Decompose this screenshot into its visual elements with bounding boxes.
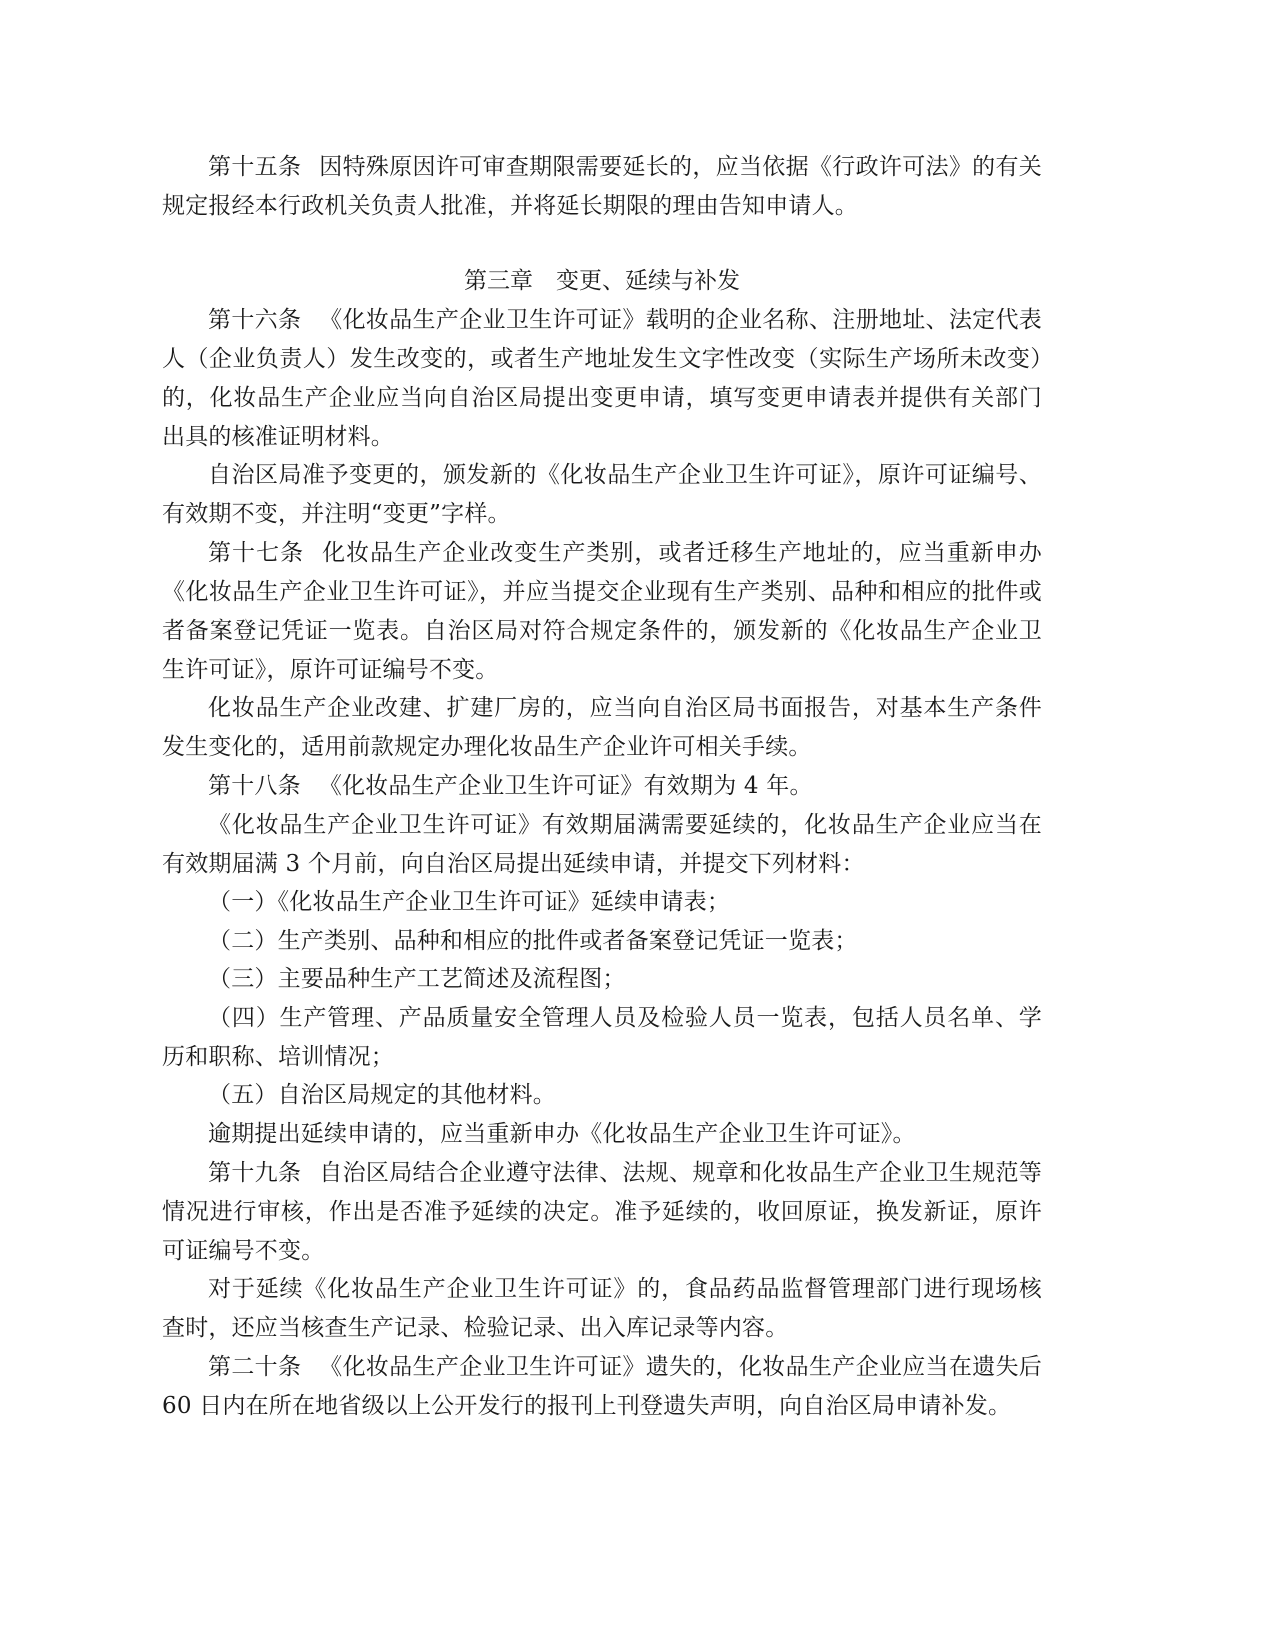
article-18-paragraph-3: 逾期提出延续申请的，应当重新申办《化妆品生产企业卫生许可证》。 [208,1121,916,1147]
article-text: 《化妆品生产企业卫生许可证》有效期为 4 年。 [318,773,813,799]
list-item-2: （二）生产类别、品种和相应的批件或者备案登记凭证一览表； [208,928,858,954]
list-item-5: （五）自治区局规定的其他材料。 [208,1082,556,1108]
article-number: 第十六条 [208,307,302,333]
article-18 [162,767,1042,806]
article-number: 第十五条 [208,154,302,180]
article-text: 《化妆品生产企业卫生许可证》遗失的，化妆品生产企业应当在遗失后 60 日内在所在地省级以上公开发行的报刊上刊登遗失声明，向自治区局申请补发。 [162,1354,1042,1419]
article-17 [162,534,1042,690]
chapter-heading: 第三章 变更、延续与补发 [464,268,740,294]
list-item-1: （一）《化妆品生产企业卫生许可证》延续申请表； [208,889,731,915]
article-text: 化妆品生产企业改变生产类别，或者迁移生产地址的，应当重新申办《化妆品生产企业卫生许可证》，并应当提交企业现有生产类别、品种和相应的批件或者备案登记凭证一览表。自治区局对符合规定条件的，颁发新的《化妆品生产企业卫生许可证》，原许可证编号不变。 [162,540,1043,683]
article-text: 自治区局结合企业遵守法律、法规、规章和化妆品生产企业卫生规范等情况进行审核，作出是否准予延续的决定。准予延续的，收回原证，换发新证，原许可证编号不变。 [162,1160,1042,1264]
article-number: 第十八条 [208,773,301,799]
article-19-paragraph-2: 对于延续《化妆品生产企业卫生许可证》的，食品药品监督管理部门进行现场核查时，还应当核查生产记录、检验记录、出入库记录等内容。 [162,1276,1042,1341]
article-text: 《化妆品生产企业卫生许可证》载明的企业名称、注册地址、法定代表人（企业负责人）发生改变的，或者生产地址发生文字性改变（实际生产场所未改变）的，化妆品生产企业应当向自治区局提出变更申请，填写变更申请表并提供有关部门出具的核准证明材料。 [162,307,1042,450]
article-19 [162,1154,1042,1271]
article-number: 第十九条 [208,1160,302,1186]
article-16-paragraph-2: 自治区局准予变更的，颁发新的《化妆品生产企业卫生许可证》，原许可证编号、有效期不变，并注明“变更”字样。 [162,462,1042,527]
list-item-4: （四）生产管理、产品质量安全管理人员及检验人员一览表，包括人员名单、学历和职称、培训情况； [162,1005,1042,1070]
article-20 [162,1348,1042,1426]
article-number: 第十七条 [208,540,305,566]
article-number: 第二十条 [208,1354,302,1380]
article-text: 因特殊原因许可审查期限需要延长的，应当依据《行政许可法》的有关规定报经本行政机关负责人批准，并将延长期限的理由告知申请人。 [162,154,1042,219]
list-item-3: （三）主要品种生产工艺简述及流程图； [208,966,626,992]
article-16 [162,301,1042,457]
article-18-paragraph-2: 《化妆品生产企业卫生许可证》有效期届满需要延续的，化妆品生产企业应当在有效期届满 3 个月前，向自治区局提出延续申请，并提交下列材料： [162,812,1042,877]
article-15 [162,148,1042,226]
article-17-paragraph-2: 化妆品生产企业改建、扩建厂房的，应当向自治区局书面报告，对基本生产条件发生变化的，适用前款规定办理化妆品生产企业许可相关手续。 [162,695,1042,760]
